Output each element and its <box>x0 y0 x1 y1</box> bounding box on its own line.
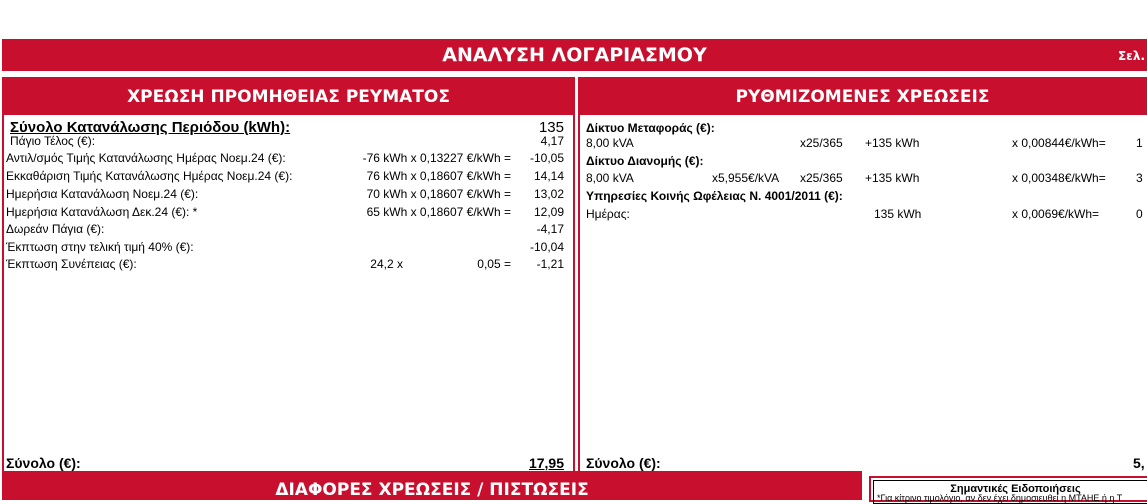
supply-charges-panel <box>2 115 575 471</box>
analysis-title: ΑΝΑΛΥΣΗ ΛΟΓΑΡΙΑΣΜΟΥ <box>442 44 707 66</box>
daily-nov-value: 13,02 <box>533 187 564 201</box>
settlement-value: 14,14 <box>533 169 564 183</box>
distribution-heading: Δίκτυο Διανομής (€): <box>586 154 704 168</box>
public-service-kwh: 135 kWh <box>874 207 922 221</box>
public-service-rate: x 0,0069€/kWh= <box>1012 207 1100 221</box>
transmission-heading: Δίκτυο Μεταφοράς (€): <box>586 121 715 135</box>
daily-nov-calc: 70 kWh x 0,18607 €/kWh = <box>366 187 511 201</box>
supply-total-value: 17,95 <box>528 455 564 471</box>
transmission-rate: x 0,00844€/kWh= <box>1012 136 1106 150</box>
regulated-total-value: 5, <box>1133 455 1145 471</box>
distribution-days: x25/365 <box>800 171 843 185</box>
settlement-calc: 76 kWh x 0,18607 €/kWh = <box>366 169 511 183</box>
consumption-label: Σύνολο Κατανάλωσης Περιόδου (kWh): <box>10 119 291 136</box>
consumption-value: 135 <box>538 119 564 136</box>
page-label: Σελ. <box>1117 49 1145 63</box>
important-notices-inner <box>873 480 1147 504</box>
fixed-fee-label: Πάγιο Τέλος (€): <box>10 134 96 148</box>
supply-total-label: Σύνολο (€): <box>6 455 81 471</box>
reversal-label: Αντιλ/σμός Τιμής Κατανάλωσης Ημέρας Νοεμ.24 (€): <box>6 151 286 165</box>
discount-final-label: Έκπτωση στην τελική τιμή 40% (€): <box>6 240 194 254</box>
public-service-value: 0 <box>1136 207 1143 221</box>
supply-charges-header <box>2 77 575 115</box>
distribution-value: 3 <box>1136 171 1143 185</box>
regulated-charges-title: ΡΥΘΜΙΖΟΜΕΝΕΣ ΧΡΕΩΣΕΙΣ <box>735 87 990 107</box>
supply-charges-title: ΧΡΕΩΣΗ ΠΡΟΜΗΘΕΙΑΣ ΡΕΥΜΑΤΟΣ <box>127 87 450 107</box>
consistency-discount-calc-a: 24,2 x <box>370 257 403 271</box>
discount-final-value: -10,04 <box>529 240 564 254</box>
consistency-discount-calc-b: 0,05 = <box>477 257 511 271</box>
distribution-kva-rate: x5,955€/kVA <box>712 171 780 185</box>
public-service-label: Ημέρας: <box>586 207 630 221</box>
distribution-kva: 8,00 kVA <box>586 171 634 185</box>
transmission-kwh: +135 kWh <box>865 136 920 150</box>
public-service-heading: Υπηρεσίες Κοινής Ωφέλειας Ν. 4001/2011 (€): <box>586 189 843 203</box>
transmission-kva: 8,00 kVA <box>586 136 634 150</box>
reversal-calc: -76 kWh x 0,13227 €/kWh = <box>362 151 511 165</box>
consistency-discount-value: -1,21 <box>536 257 564 271</box>
important-notices-title: Σημαντικές Ειδοποιήσεις <box>950 483 1081 495</box>
distribution-kwh: +135 kWh <box>865 171 920 185</box>
distribution-rate: x 0,00348€/kWh= <box>1012 171 1106 185</box>
regulated-charges-header <box>578 77 1147 115</box>
reversal-value: -10,05 <box>529 151 564 165</box>
daily-nov-label: Ημερήσια Κατανάλωση Νοεμ.24 (€): <box>6 187 199 201</box>
daily-dec-value: 12,09 <box>533 205 564 219</box>
important-notices-box <box>869 476 1147 502</box>
fixed-fee-value: 4,17 <box>540 134 564 148</box>
transmission-value: 1 <box>1136 136 1143 150</box>
misc-charges-header <box>2 471 862 500</box>
free-fixed-label: Δωρεάν Πάγια (€): <box>6 222 105 236</box>
transmission-days: x25/365 <box>800 136 843 150</box>
regulated-total-label: Σύνολο (€): <box>586 455 661 471</box>
misc-charges-title: ΔΙΑΦΟΡΕΣ ΧΡΕΩΣΕΙΣ / ΠΙΣΤΩΣΕΙΣ <box>275 480 589 500</box>
free-fixed-value: -4,17 <box>536 222 564 236</box>
consistency-discount-label: Έκπτωση Συνέπειας (€): <box>6 257 137 271</box>
settlement-label: Εκκαθάριση Τιμής Κατανάλωσης Ημέρας Νοεμ.24 (€): <box>6 169 293 183</box>
daily-dec-calc: 65 kWh x 0,18607 €/kWh = <box>366 205 511 219</box>
regulated-charges-panel <box>578 115 1147 471</box>
daily-dec-label: Ημερήσια Κατανάλωση Δεκ.24 (€): * <box>6 205 198 219</box>
important-notices-text: *Για κίτρινο τιμολόγιο, αν δεν έχει δημοσιευθεί η ΜΤΑΗΕ ή η Τ <box>877 493 1123 503</box>
analysis-header-bar <box>2 39 1147 71</box>
